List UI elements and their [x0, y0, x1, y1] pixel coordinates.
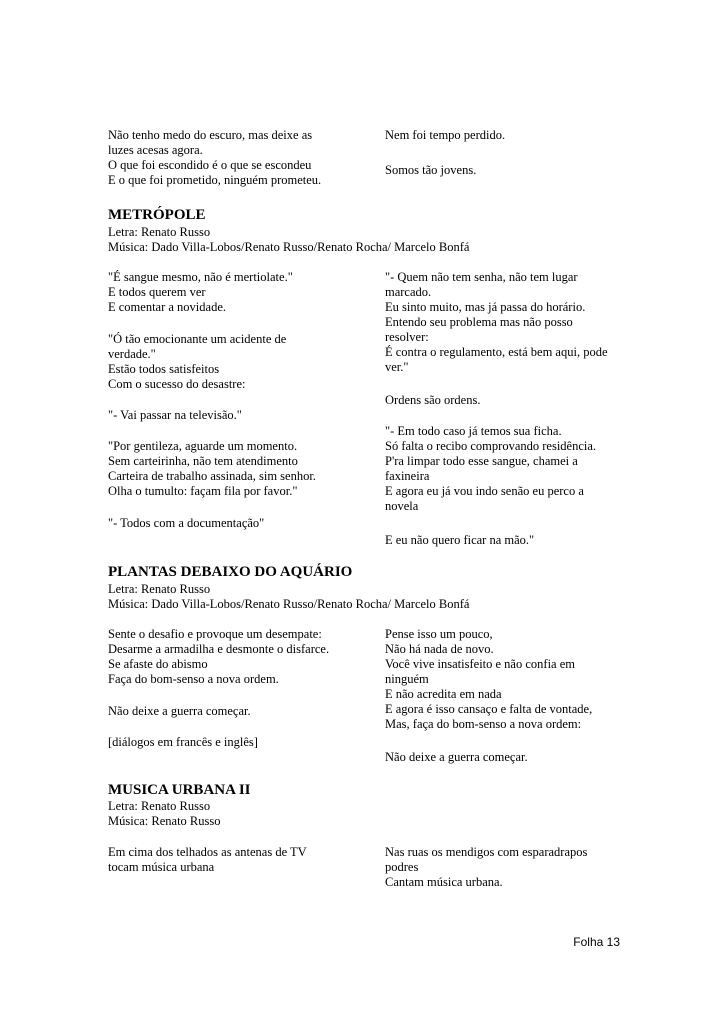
- lyric-line: resolver:: [385, 330, 429, 344]
- lyric-line: E agora eu já vou indo senão eu perco a: [385, 484, 584, 498]
- lyric-line: podres: [385, 860, 419, 874]
- lyric-line: Pense isso um pouco,: [385, 627, 493, 641]
- lyric-line: Faça do bom-senso a nova ordem.: [108, 672, 279, 686]
- lyric-line: novela: [385, 499, 419, 513]
- lyric-line: Não tenho medo do escuro, mas deixe as: [108, 128, 313, 142]
- top-right-lyrics-1: [385, 128, 505, 143]
- lyric-line: E comentar a novidade.: [108, 300, 227, 314]
- lyric-line: "- Em todo caso já temos sua ficha.: [385, 424, 562, 438]
- musica-urbana-right-stanza-1: [385, 845, 587, 890]
- lyric-line: Mas, faça do bom-senso a nova ordem:: [385, 717, 582, 731]
- musica-urbana-left-stanza-1: [108, 845, 307, 875]
- lyric-line: marcado.: [385, 285, 432, 299]
- lyric-line: E agora é isso cansaço e falta de vontade,: [385, 702, 593, 716]
- lyric-line: O que foi escondido é o que se escondeu: [108, 158, 312, 172]
- song-lyricist: Letra: Renato Russo: [108, 582, 211, 596]
- song-title-musica-urbana: MUSICA URBANA II: [108, 782, 251, 798]
- lyric-line: Somos tão jovens.: [385, 163, 477, 177]
- lyric-line: "- Todos com a documentação": [108, 516, 265, 530]
- lyric-line: verdade.": [108, 347, 156, 361]
- plantas-right-stanza-1: [385, 627, 592, 732]
- song-composers: Música: Renato Russo: [108, 814, 221, 828]
- lyric-line: Você vive insatisfeito e não confia em: [385, 657, 575, 671]
- lyric-line: luzes acesas agora.: [108, 143, 203, 157]
- metropole-left-stanza-3: [108, 408, 242, 423]
- lyric-line: Não deixe a guerra começar.: [385, 750, 528, 764]
- lyric-line: Sem carteirinha, não tem atendimento: [108, 454, 298, 468]
- lyric-line: [diálogos em francês e inglês]: [108, 735, 258, 749]
- lyric-line: "- Vai passar na televisão.": [108, 408, 242, 422]
- metropole-left-stanza-5: [108, 516, 264, 531]
- song-lyricist: Letra: Renato Russo: [108, 799, 211, 813]
- plantas-left-stanza-1: [108, 627, 329, 687]
- lyric-line: Eu sinto muito, mas já passa do horário.: [385, 300, 586, 314]
- lyric-line: Carteira de trabalho assinada, sim senhor.: [108, 469, 316, 483]
- metropole-right-stanza-1: [385, 270, 608, 375]
- lyric-line: E o que foi prometido, ninguém prometeu.: [108, 173, 322, 187]
- lyric-line: "Ó tão emocionante um acidente de: [108, 332, 287, 346]
- lyric-line: Se afaste do abismo: [108, 657, 208, 671]
- lyric-line: Com o sucesso do desastre:: [108, 377, 246, 391]
- lyric-line: "Por gentileza, aguarde um momento.: [108, 439, 298, 453]
- lyric-line: Não deixe a guerra começar.: [108, 704, 251, 718]
- lyric-line: faxineira: [385, 469, 430, 483]
- plantas-left-stanza-2: [108, 704, 251, 719]
- lyric-line: É contra o regulamento, está bem aqui, pode: [385, 345, 608, 359]
- page-number: Folha 13: [573, 935, 620, 949]
- lyric-line: Ordens são ordens.: [385, 393, 481, 407]
- song-composers: Música: Dado Villa-Lobos/Renato Russo/Renato Rocha/ Marcelo Bonfá: [108, 597, 470, 611]
- lyric-line: tocam música urbana: [108, 860, 215, 874]
- plantas-left-stanza-3: [108, 735, 258, 750]
- lyric-line: Olha o tumulto: façam fila por favor.": [108, 484, 298, 498]
- lyric-line: "É sangue mesmo, não é mertiolate.": [108, 270, 293, 284]
- lyric-line: "- Quem não tem senha, não tem lugar: [385, 270, 578, 284]
- song-title-metropole: METRÓPOLE: [108, 207, 206, 223]
- lyric-line: P'ra limpar todo esse sangue, chamei a: [385, 454, 578, 468]
- metropole-right-stanza-2: [385, 393, 480, 408]
- lyric-line: Só falta o recibo comprovando residência.: [385, 439, 597, 453]
- lyric-line: E não acredita em nada: [385, 687, 502, 701]
- lyric-line: Sente o desafio e provoque um desempate:: [108, 627, 322, 641]
- lyric-line: Desarme a armadilha e desmonte o disfarce.: [108, 642, 330, 656]
- metropole-left-stanza-1: [108, 270, 293, 315]
- song-title-plantas: PLANTAS DEBAIXO DO AQUÁRIO: [108, 564, 353, 580]
- top-left-lyrics: [108, 128, 321, 188]
- metropole-left-stanza-2: [108, 332, 286, 392]
- lyric-line: E eu não quero ficar na mão.": [385, 533, 535, 547]
- top-right-lyrics-2: [385, 163, 476, 178]
- lyric-line: Nem foi tempo perdido.: [385, 128, 506, 142]
- lyric-line: E todos querem ver: [108, 285, 206, 299]
- metropole-right-stanza-3: [385, 424, 596, 514]
- lyric-line: Não há nada de novo.: [385, 642, 494, 656]
- plantas-right-stanza-2: [385, 750, 528, 765]
- song-composers: Música: Dado Villa-Lobos/Renato Russo/Renato Rocha/ Marcelo Bonfá: [108, 240, 470, 254]
- lyric-line: Estão todos satisfeitos: [108, 362, 220, 376]
- metropole-right-stanza-4: [385, 533, 534, 548]
- song-lyricist: Letra: Renato Russo: [108, 225, 211, 239]
- lyric-line: ninguém: [385, 672, 429, 686]
- lyric-line: Nas ruas os mendigos com esparadrapos: [385, 845, 588, 859]
- metropole-left-stanza-4: [108, 439, 316, 499]
- lyric-line: Entendo seu problema mas não posso: [385, 315, 573, 329]
- lyric-line: ver.": [385, 360, 409, 374]
- lyric-line: Em cima dos telhados as antenas de TV: [108, 845, 307, 859]
- lyric-line: Cantam música urbana.: [385, 875, 503, 889]
